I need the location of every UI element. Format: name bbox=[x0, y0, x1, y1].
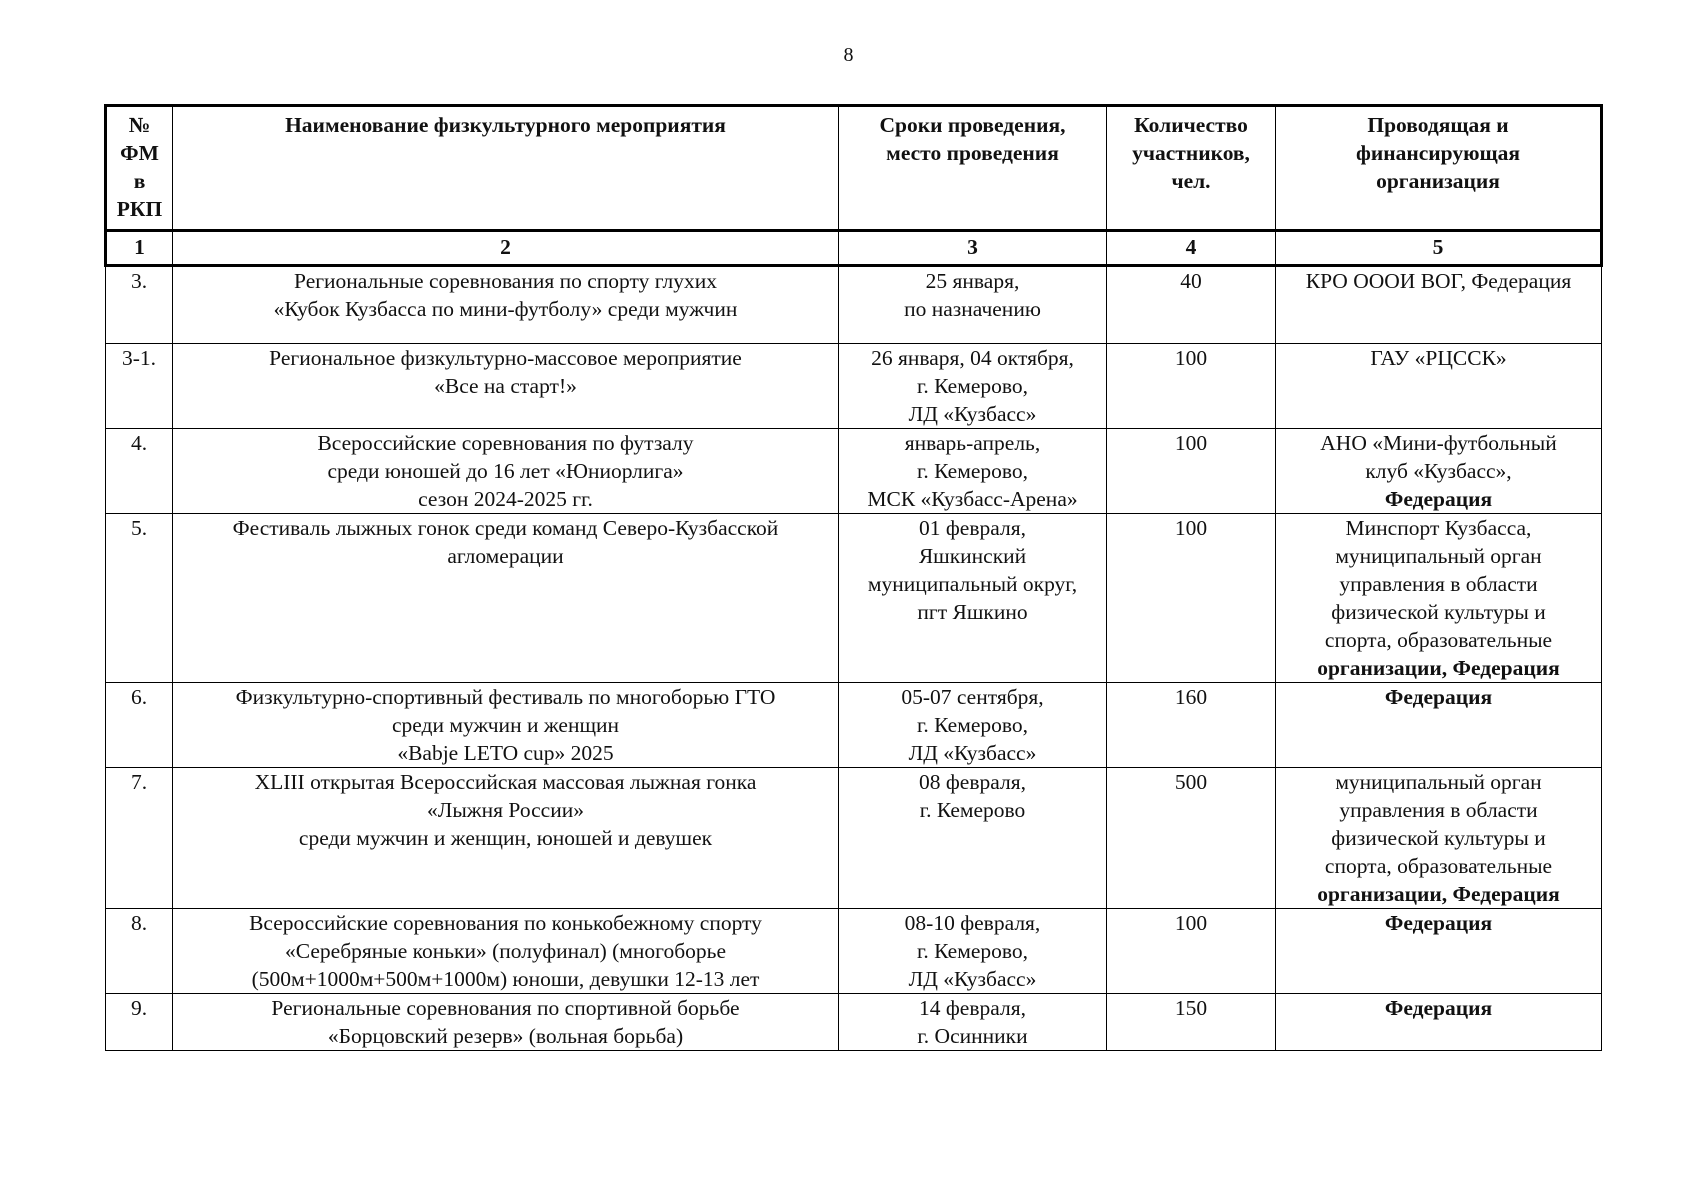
participants-count: 40 bbox=[1107, 266, 1276, 344]
participants-count: 100 bbox=[1107, 514, 1276, 683]
event-dates-place: 08 февраля, г. Кемерово bbox=[839, 768, 1107, 909]
event-name: XLIII открытая Всероссийская массовая лыжная гонка «Лыжня России» среди мужчин и женщин, юношей и девушек bbox=[173, 768, 839, 909]
table-row bbox=[106, 266, 1602, 344]
event-dates-place: 05-07 сентября, г. Кемерово, ЛД «Кузбасс» bbox=[839, 683, 1107, 768]
row-number: 3. bbox=[106, 266, 173, 344]
header-row bbox=[106, 106, 1602, 231]
column-number: 2 bbox=[173, 231, 839, 266]
table-row bbox=[106, 683, 1602, 768]
row-number: 6. bbox=[106, 683, 173, 768]
event-name: Всероссийские соревнования по конькобежному спорту «Серебряные коньки» (полуфинал) (многоборье (500м+1000м+500м+1000м) юноши, девушки 12-13 лет bbox=[173, 909, 839, 994]
header-participants: Количество участников, чел. bbox=[1107, 106, 1276, 231]
table-row bbox=[106, 514, 1602, 683]
event-name: Региональные соревнования по спортивной борьбе «Борцовский резерв» (вольная борьба) bbox=[173, 994, 839, 1051]
column-number: 1 bbox=[106, 231, 173, 266]
column-number: 4 bbox=[1107, 231, 1276, 266]
event-name: Всероссийские соревнования по футзалу среди юношей до 16 лет «Юниорлига» сезон 2024-2025 гг. bbox=[173, 429, 839, 514]
event-dates-place: 26 января, 04 октября, г. Кемерово, ЛД «Кузбасс» bbox=[839, 344, 1107, 429]
table-body bbox=[106, 266, 1602, 1051]
page-number: 8 bbox=[843, 44, 854, 66]
table-row bbox=[106, 909, 1602, 994]
column-number: 5 bbox=[1276, 231, 1602, 266]
organizer: муниципальный орган управления в области физической культуры и спорта, образовательные организации, Федерация bbox=[1276, 768, 1602, 909]
event-name: Региональные соревнования по спорту глухих «Кубок Кузбасса по мини-футболу» среди мужчин bbox=[173, 266, 839, 344]
row-number: 8. bbox=[106, 909, 173, 994]
event-name: Фестиваль лыжных гонок среди команд Северо-Кузбасской агломерации bbox=[173, 514, 839, 683]
organizer: ГАУ «РЦССК» bbox=[1276, 344, 1602, 429]
row-number: 5. bbox=[106, 514, 173, 683]
participants-count: 150 bbox=[1107, 994, 1276, 1051]
event-name: Региональное физкультурно-массовое мероприятие «Все на старт!» bbox=[173, 344, 839, 429]
organizer: Минспорт Кузбасса, муниципальный орган управления в области физической культуры и спорта, образовательные организации, Федерация bbox=[1276, 514, 1602, 683]
table-row bbox=[106, 768, 1602, 909]
header-name: Наименование физкультурного мероприятия bbox=[173, 106, 839, 231]
organizer: Федерация bbox=[1276, 683, 1602, 768]
header-org: Проводящая и финансирующая организация bbox=[1276, 106, 1602, 231]
header-num: № ФМ в РКП bbox=[106, 106, 173, 231]
event-dates-place: 08-10 февраля, г. Кемерово, ЛД «Кузбасс» bbox=[839, 909, 1107, 994]
table-row bbox=[106, 994, 1602, 1051]
participants-count: 160 bbox=[1107, 683, 1276, 768]
organizer: АНО «Мини-футбольный клуб «Кузбасс», Федерация bbox=[1276, 429, 1602, 514]
event-name: Физкультурно-спортивный фестиваль по многоборью ГТО среди мужчин и женщин «Babje LETO cup» 2025 bbox=[173, 683, 839, 768]
participants-count: 100 bbox=[1107, 909, 1276, 994]
row-number: 4. bbox=[106, 429, 173, 514]
participants-count: 100 bbox=[1107, 429, 1276, 514]
participants-count: 500 bbox=[1107, 768, 1276, 909]
event-dates-place: 25 января, по назначению bbox=[839, 266, 1107, 344]
header-dates: Сроки проведения, место проведения bbox=[839, 106, 1107, 231]
events-table bbox=[104, 104, 1603, 1051]
column-number-row bbox=[106, 231, 1602, 266]
row-number: 3-1. bbox=[106, 344, 173, 429]
table-row bbox=[106, 344, 1602, 429]
organizer: Федерация bbox=[1276, 994, 1602, 1051]
organizer: Федерация bbox=[1276, 909, 1602, 994]
participants-count: 100 bbox=[1107, 344, 1276, 429]
event-dates-place: январь-апрель, г. Кемерово, МСК «Кузбасс-Арена» bbox=[839, 429, 1107, 514]
table-row bbox=[106, 429, 1602, 514]
event-dates-place: 14 февраля, г. Осинники bbox=[839, 994, 1107, 1051]
row-number: 7. bbox=[106, 768, 173, 909]
row-number: 9. bbox=[106, 994, 173, 1051]
event-dates-place: 01 февраля, Яшкинский муниципальный округ, пгт Яшкино bbox=[839, 514, 1107, 683]
organizer: КРО ОООИ ВОГ, Федерация bbox=[1276, 266, 1602, 344]
column-number: 3 bbox=[839, 231, 1107, 266]
